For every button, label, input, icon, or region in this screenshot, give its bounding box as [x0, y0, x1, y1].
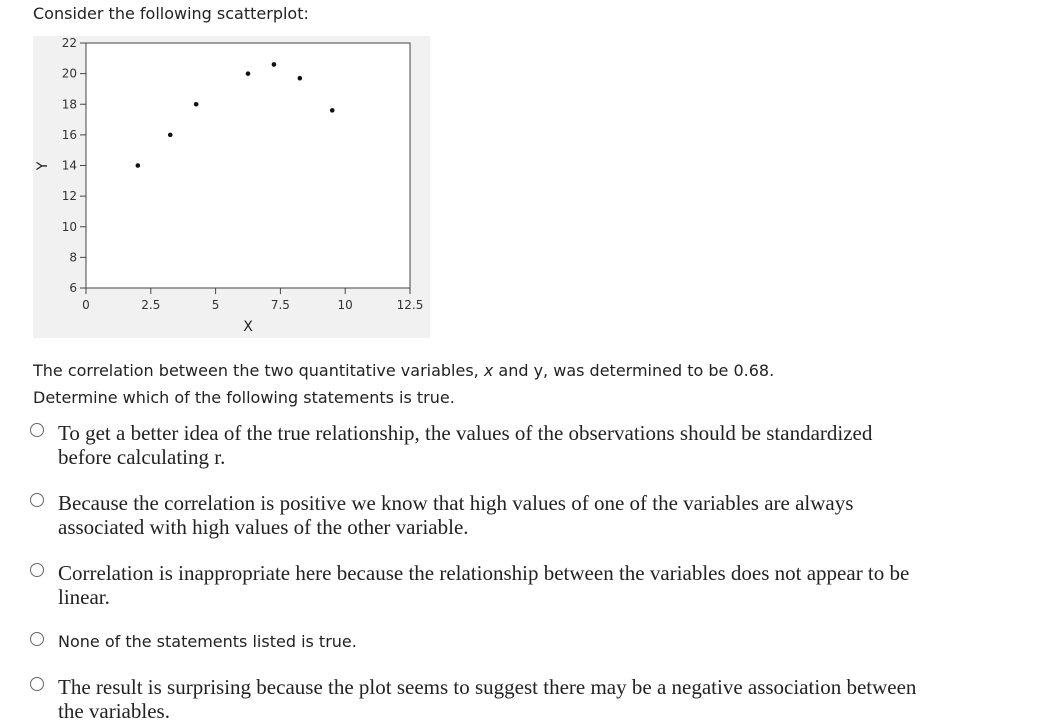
y-tick-label: 16: [61, 127, 77, 142]
variable-x: x: [483, 361, 494, 380]
y-tick-label: 20: [61, 66, 77, 81]
scatterplot-svg: [33, 36, 430, 338]
y-tick-label: 6: [69, 281, 77, 295]
radio-button-2[interactable]: [30, 493, 44, 507]
option-2[interactable]: [30, 491, 928, 539]
data-point: [194, 102, 199, 107]
radio-button-4[interactable]: [30, 632, 44, 646]
question-line-2: Determine which of the following statements is true.: [33, 388, 455, 407]
data-point: [246, 71, 251, 76]
y-axis: [62, 36, 86, 295]
question-line-1: [33, 357, 774, 384]
x-tick-label: 10: [337, 298, 353, 312]
data-point: [168, 133, 173, 138]
y-tick-label: 18: [61, 97, 77, 112]
data-point: [298, 76, 303, 81]
option-5-label: The result is surprising because the plot seems to suggest there may be a negative association between the variables.: [58, 675, 917, 723]
radio-button-3[interactable]: [30, 563, 44, 577]
option-1-label: To get a better idea of the true relationship, the values of the observations should be standardized before calculating r.: [58, 421, 873, 469]
radio-button-1[interactable]: [30, 423, 44, 437]
x-tick-label: 12.5: [396, 298, 424, 312]
y-axis-label: Y: [35, 161, 51, 171]
question-prompt: Consider the following scatterplot:: [33, 4, 309, 23]
x-tick-label: 2.5: [141, 298, 161, 312]
plot-frame: [86, 43, 410, 288]
x-axis-label: X: [243, 319, 253, 335]
x-tick-label: 0: [82, 298, 90, 312]
x-axis: [82, 288, 423, 312]
option-4-label: None of the statements listed is true.: [58, 632, 357, 651]
data-point: [272, 62, 277, 67]
y-tick-label: 12: [61, 189, 77, 204]
option-3-label: Correlation is inappropriate here because the relationship between the variables does not appear to be linear.: [58, 561, 910, 609]
option-2-label: Because the correlation is positive we know that high values of one of the variables are always associated with high values of the other variable.: [58, 491, 854, 539]
option-4[interactable]: [30, 630, 928, 654]
option-1[interactable]: [30, 421, 928, 469]
y-tick-label: 10: [61, 219, 77, 234]
question-line-1-end: and y, was determined to be 0.68.: [493, 361, 775, 380]
question-line-1-start: The correlation between the two quantitative variables,: [33, 361, 484, 380]
data-point: [136, 163, 141, 168]
question-text: [33, 357, 774, 411]
option-5[interactable]: [30, 675, 928, 723]
x-tick-label: 7.5: [270, 298, 290, 312]
radio-button-5[interactable]: [30, 677, 44, 691]
option-3[interactable]: [30, 561, 928, 609]
x-tick-label: 5: [211, 298, 220, 312]
y-tick-label: 14: [61, 158, 77, 173]
y-tick-label: 22: [61, 36, 77, 50]
y-tick-label: 8: [69, 250, 77, 265]
data-point: [330, 108, 335, 113]
scatterplot: [33, 36, 430, 338]
